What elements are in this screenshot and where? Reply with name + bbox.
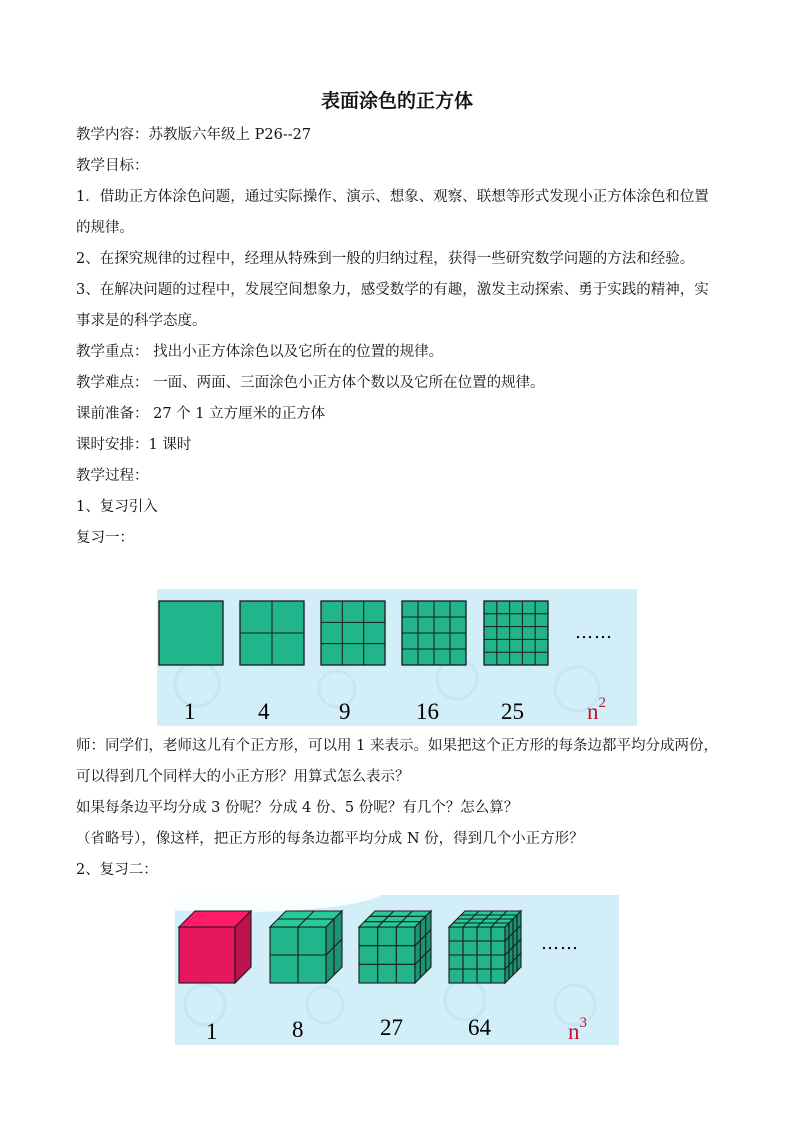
paragraph: 教学目标： xyxy=(76,158,149,174)
paragraph: 1、复习引入 xyxy=(76,499,158,515)
cube-count-label: 8 xyxy=(292,1017,304,1042)
paragraph: 课前准备： 27 个 1 立方厘米的正方体 xyxy=(76,406,326,422)
paragraph: 教学难点： 一面、两面、三面涂色小正方体个数以及它所在位置的规律。 xyxy=(76,375,545,391)
square-count-label: 9 xyxy=(339,699,351,724)
grid-square xyxy=(321,601,385,665)
paragraph: 教学重点： 找出小正方体涂色以及它所在的位置的规律。 xyxy=(76,344,444,360)
content-block-1 xyxy=(76,120,721,554)
squares-svg xyxy=(157,589,637,726)
square-count-label: 4 xyxy=(258,699,270,724)
n-base: n xyxy=(587,699,599,724)
content-block-2 xyxy=(76,731,721,886)
paragraph: 3、在解决问题的过程中，发展空间想象力，感受数学的有趣，激发主动探索、勇于实践的精神，实事求是的科学态度。 xyxy=(76,282,709,329)
n-exponent: 2 xyxy=(598,695,606,711)
paragraph: 教学内容：苏教版六年级上 P26--27 xyxy=(76,127,312,143)
paragraph: 课时安排：1 课时 xyxy=(76,437,192,453)
grid-square xyxy=(484,601,548,665)
cube-count-label: 1 xyxy=(206,1019,218,1044)
paragraph: 师：同学们，老师这儿有个正方形，可以用 1 来表示。如果把这个正方形的每条边都平均分成两份，可以得到几个同样大的小正方形？用算式怎么表示？ xyxy=(76,738,718,785)
n-cubed-label xyxy=(568,1015,587,1045)
grid-cube xyxy=(449,911,521,983)
grid-square xyxy=(159,601,223,665)
square-count-label: 25 xyxy=(501,699,524,724)
square-count-label: 16 xyxy=(416,699,439,724)
grid-square xyxy=(240,601,304,665)
paragraph: 教学过程： xyxy=(76,468,149,484)
n-exponent: 3 xyxy=(579,1015,587,1031)
grid-cube xyxy=(179,911,251,983)
n-base: n xyxy=(568,1019,580,1044)
ellipsis: …… xyxy=(541,933,579,954)
grid-cube xyxy=(270,911,342,983)
cube-count-label: 27 xyxy=(380,1015,403,1040)
paragraph: 2、复习二： xyxy=(76,862,158,878)
ellipsis: …… xyxy=(575,622,613,643)
paragraph: 1．借助正方体涂色问题，通过实际操作、演示、想象、观察、联想等形式发现小正方体涂色和位置的规律。 xyxy=(76,189,709,236)
cube-count-label: 64 xyxy=(468,1015,491,1040)
n-squared-label xyxy=(587,695,606,725)
grid-square xyxy=(402,601,466,665)
paragraph: （省略号），像这样，把正方形的每条边都平均分成 N 份，得到几个小正方形？ xyxy=(76,831,584,847)
square-count-label: 1 xyxy=(184,699,196,724)
squares-figure xyxy=(157,589,637,726)
cubes-figure xyxy=(175,895,619,1045)
paragraph: 2、在探究规律的过程中，经理从特殊到一般的归纳过程，获得一些研究数学问题的方法和经验。 xyxy=(76,251,695,267)
page-title: 表面涂色的正方体 xyxy=(320,90,473,112)
paragraph: 复习一： xyxy=(76,530,134,546)
paragraph: 如果每条边平均分成 3 份呢？分成 4 份、5 份呢？有几个？怎么算？ xyxy=(76,800,519,816)
grid-cube xyxy=(359,911,431,983)
